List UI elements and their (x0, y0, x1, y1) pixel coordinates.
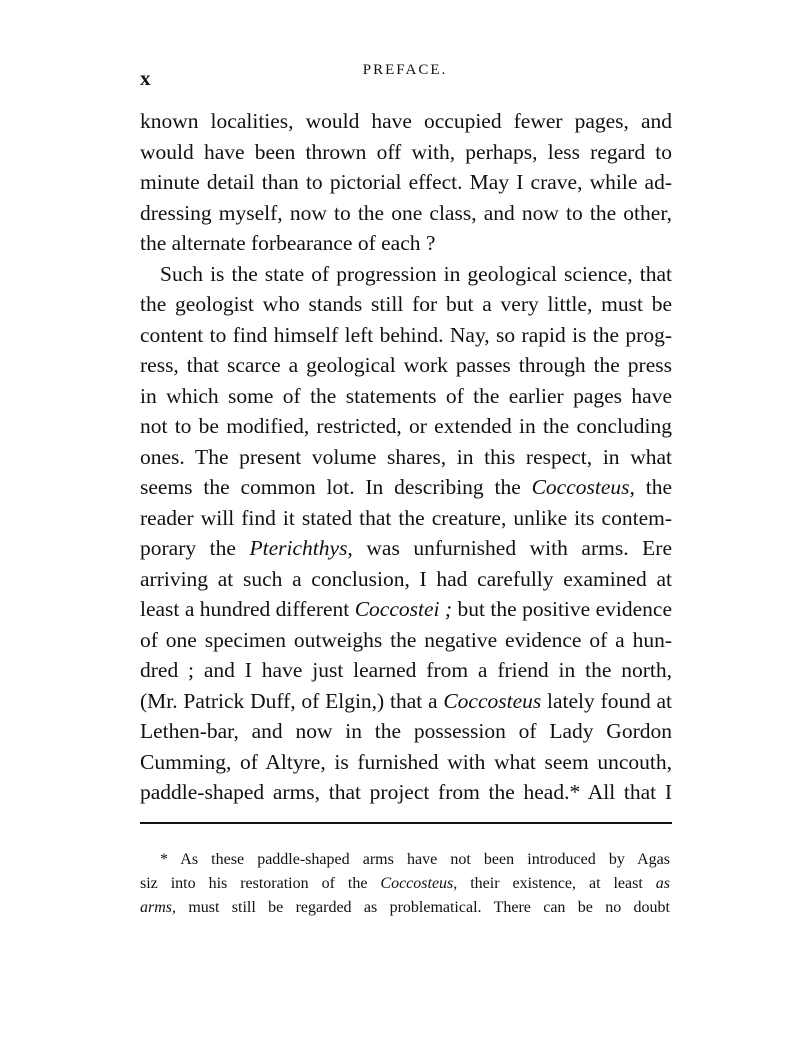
text-line (140, 686, 672, 717)
page-number: x (140, 66, 152, 90)
text-segment: was unfurnished with arms. Ere (352, 536, 672, 560)
text-segment: least a hundred different (140, 597, 355, 621)
text-segment: seems the common lot. In describing the (140, 475, 532, 499)
footnote-line (140, 896, 670, 920)
text-segment: porary the (140, 536, 250, 560)
italic-species-name: Pterichthys, (249, 536, 353, 560)
footnote-divider (140, 822, 672, 824)
text-segment: siz into his restoration of the (140, 875, 381, 892)
text-line: of one specimen outweighs the negative evidence of a hun- (140, 627, 672, 652)
text-line: arriving at such a conclusion, I had carefully examined at (140, 566, 672, 591)
text-line (140, 533, 672, 564)
italic-word: as (655, 875, 670, 892)
text-line: reader will find it stated that the creature, unlike its contem- (140, 505, 672, 530)
text-line: known localities, would have occupied fewer pages, and (140, 109, 672, 133)
italic-species-name: Coccosteus, (380, 875, 458, 892)
text-line: ones. The present volume shares, in this respect, in what (140, 444, 672, 469)
text-line: Such is the state of progression in geological science, that (160, 261, 672, 286)
text-segment: (Mr. Patrick Duff, of Elgin,) that a (140, 688, 444, 713)
italic-species-name: Coccosteus, (531, 475, 635, 499)
text-line: paddle-shaped arms, that project from the head.* All that I (140, 780, 672, 804)
running-head: PREFACE. (362, 62, 448, 78)
text-line: in which some of the statements of the earlier pages have (140, 383, 672, 408)
text-line: not to be modified, restricted, or extended in the concluding (140, 414, 672, 438)
footnote-line: * As these paddle-shaped arms have not been introduced by Agas (160, 851, 670, 868)
text-line: dred ; and I have just learned from a friend in the north, (140, 658, 672, 682)
italic-species-name: Coccostei ; (354, 597, 453, 621)
text-line: Lethen-bar, and now in the possession of Lady Gordon (140, 719, 672, 743)
text-line: minute detail than to pictorial effect. May I crave, while ad- (140, 170, 672, 194)
text-segment: lately found at (541, 688, 672, 713)
page-header (140, 62, 670, 88)
text-segment: must still be regarded as problematical. There can be no doubt (176, 899, 670, 916)
footnote-line (140, 872, 670, 896)
text-line: would have been thrown off with, perhaps, less regard to (140, 139, 672, 164)
italic-species-name: Coccosteus (443, 688, 542, 713)
text-line: ress, that scarce a geological work passes through the press (140, 353, 672, 377)
text-line: dressing myself, now to the one class, and now to the other, (140, 200, 672, 225)
italic-word: arms, (140, 899, 177, 916)
text-line: the alternate forbearance of each ? (140, 231, 436, 255)
text-line: content to find himself left behind. Nay, so rapid is the prog- (140, 322, 672, 347)
text-line: the geologist who stands still for but a very little, must be (140, 292, 672, 316)
text-segment: but the positive evidence (452, 597, 672, 621)
footnote (140, 848, 670, 920)
text-segment: their existence, at least (457, 875, 656, 892)
text-segment: the (634, 475, 672, 499)
text-line: Cumming, of Altyre, is furnished with what seem uncouth, (140, 749, 672, 774)
text-line (140, 472, 672, 503)
body-text (140, 106, 672, 808)
text-line (140, 594, 672, 625)
